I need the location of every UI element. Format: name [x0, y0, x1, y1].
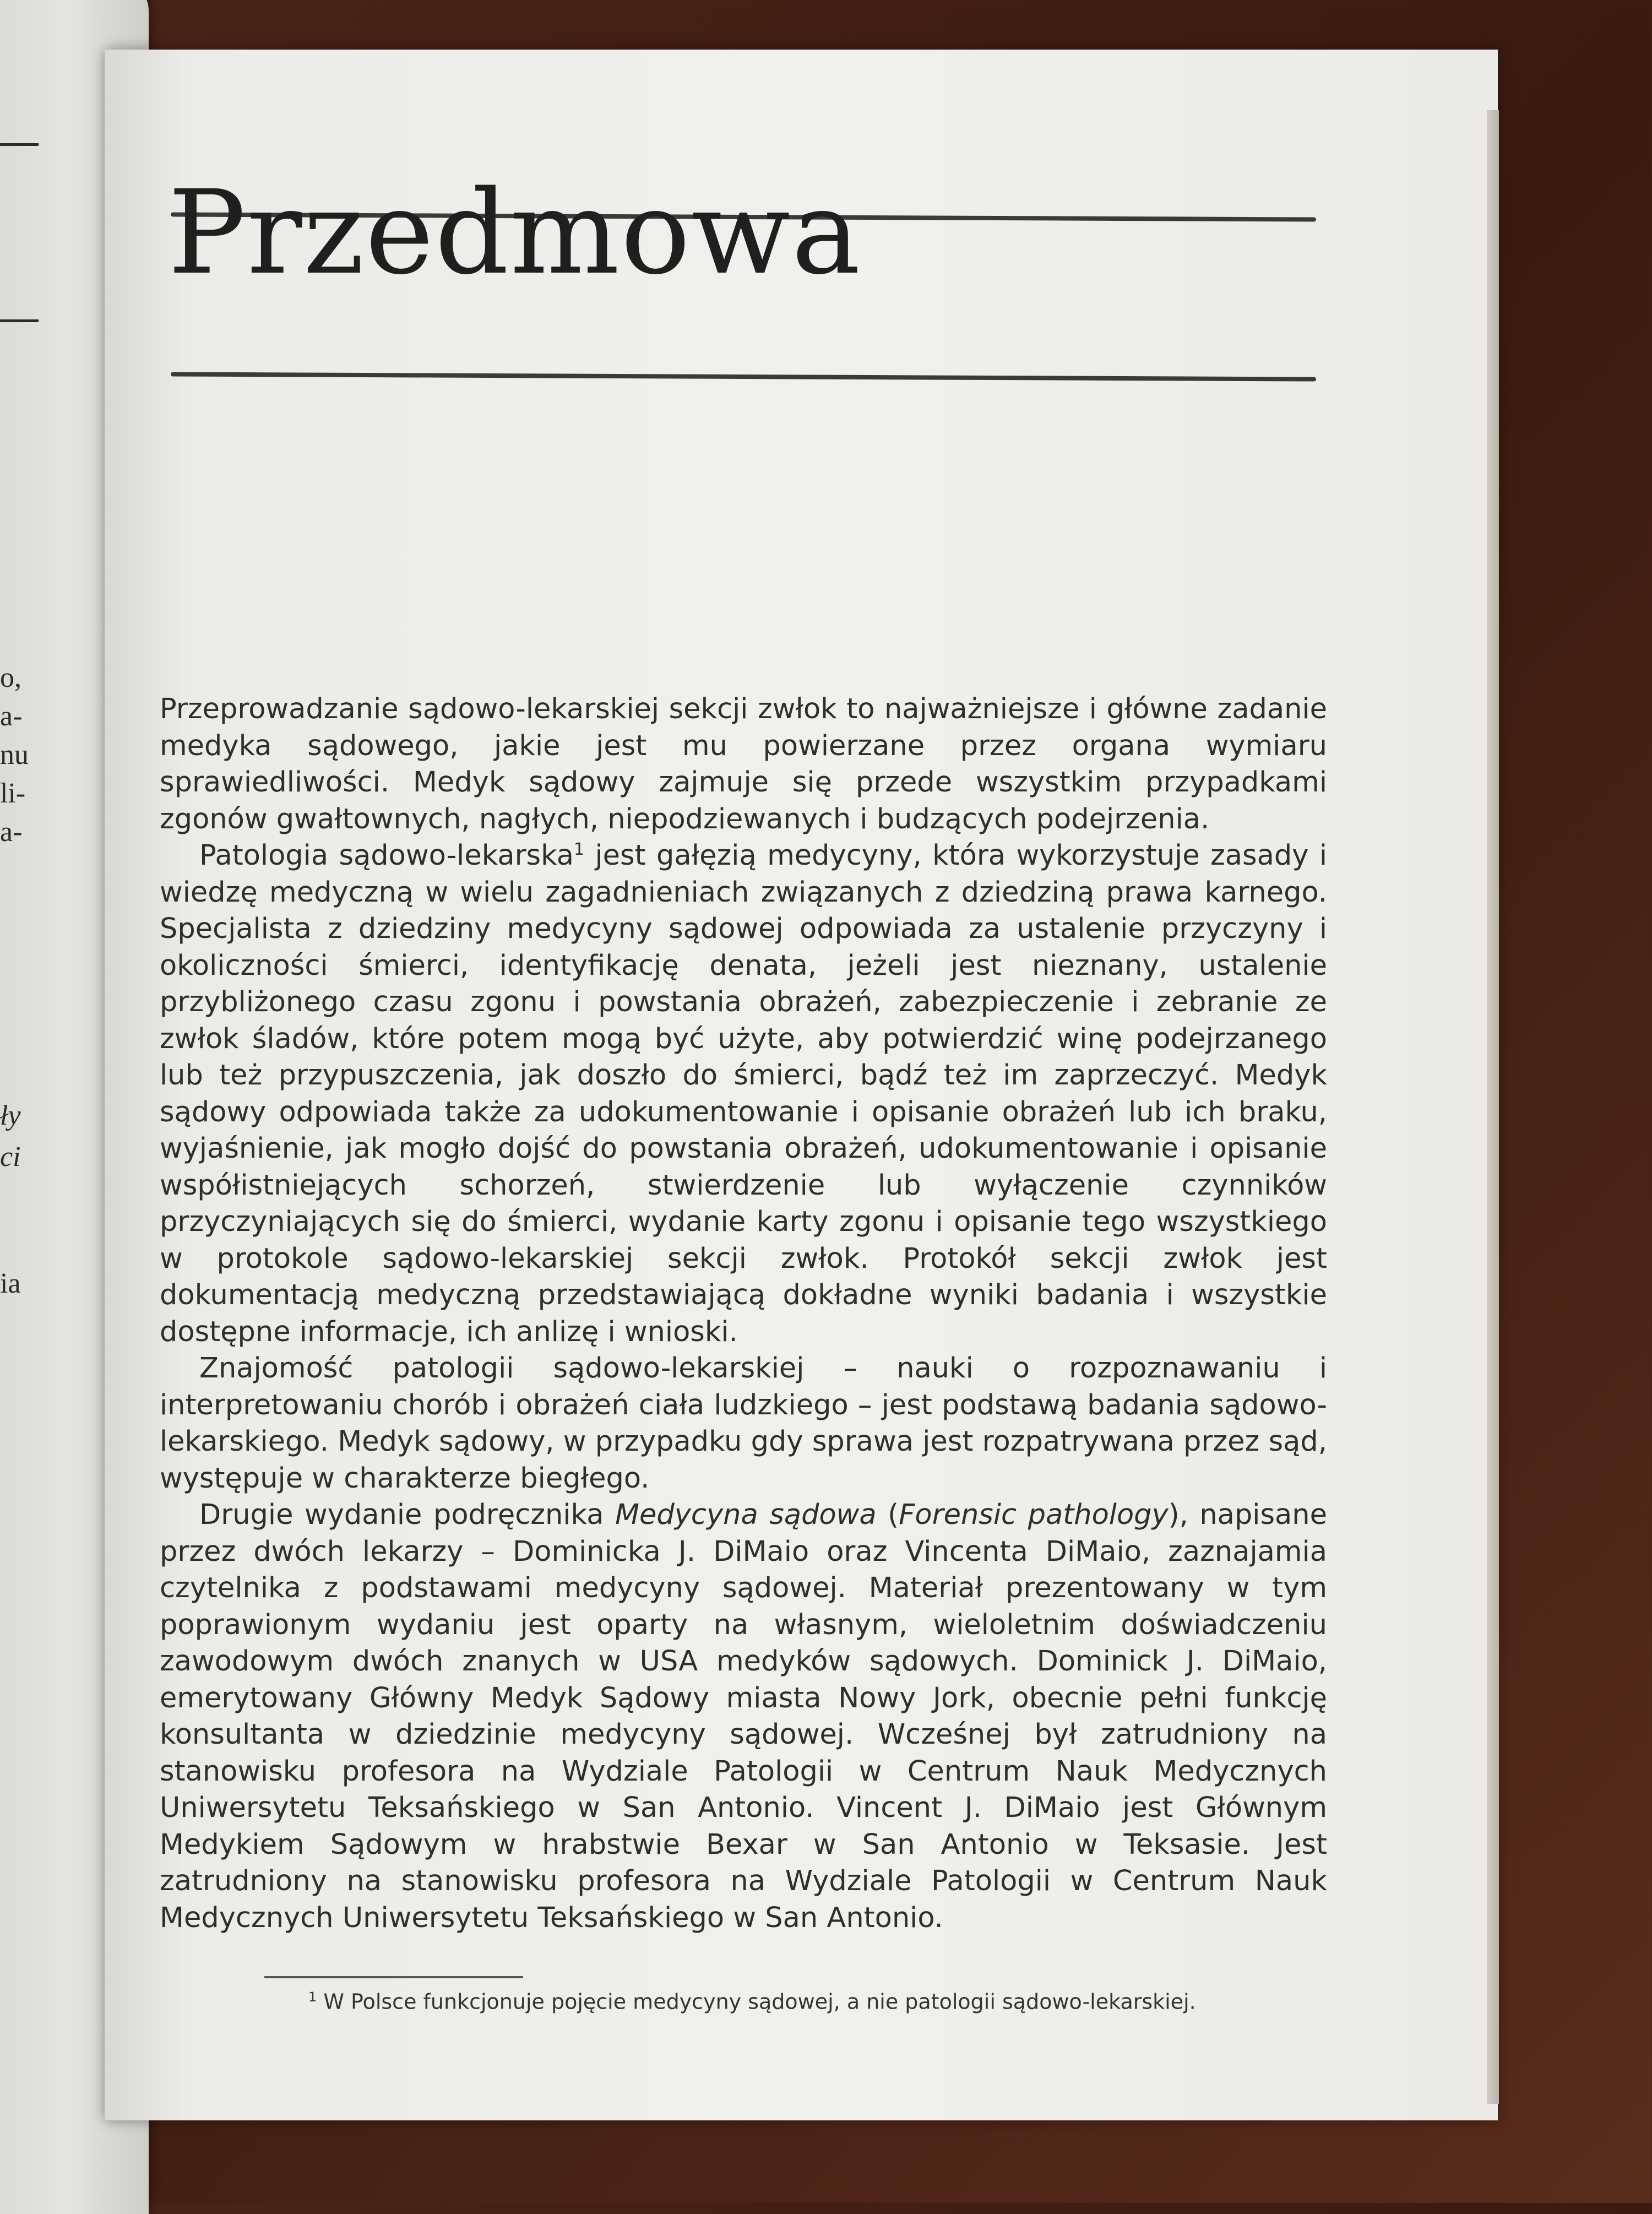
left-page-rule: [0, 319, 39, 322]
footnote-ref: 1: [574, 840, 585, 859]
left-page-fragment: a-: [0, 816, 23, 848]
italic-text: Medycyna sądowa: [615, 1499, 877, 1531]
text-run: jest gałęzią medycyny, która wykorzystuje zasady i wiedzę medyczną w wielu zagadnieniach związanych z dziedziną prawa karnego. Specjalista z dziedziny medycyny sądowej odpowiada za ustalenie przyczyny i okoliczności śmierci, identyfikację denata, jeżeli jest nieznany, ustalenie przybliżonego czasu zgonu i powstania obrażeń, zabezpieczenie i zebranie ze zwłok śladów, które potem mogą być użyte, aby potwierdzić winę podejrzanego lub też przypuszczenia, jak doszło do śmierci, bądź też im zaprzeczyć. Medyk sądowy odpowiada także za udokumentowanie i opisanie obrażeń lub ich braku, wyjaśnienie, jak mogło dojść do powstania obrażeń, udokumentowanie i opisanie współistniejących schorzeń, stwierdzenie lub wyłączenie czynników przyczyniających się do śmierci, wydanie karty zgonu i opisanie tego wszystkiego w protokole sądowo-lekarskiej sekcji zwłok. Protokół sekcji zwłok jest dokumentacją medyczną przedstawiającą dokładne wyniki badania i wszystkie dostępne informacje, ich anlizę i wnioski.: [160, 839, 1327, 1348]
footnote-text: W Polsce funkcjonuje pojęcie medycyny sądowej, a nie patologii sądowo-lekarskiej.: [317, 1989, 1196, 2014]
body-text: [160, 691, 1327, 1936]
left-page-rule: [0, 143, 39, 146]
left-page-fragment: li-: [0, 778, 26, 809]
footnote: [308, 1989, 1355, 2014]
footnote-rule: [264, 1976, 523, 1978]
left-page-fragment: ci: [0, 1141, 21, 1173]
text-run: Znajomość patologii sądowo-lekarskiej – nauki o rozpoznawaniu i interpretowaniu chorób i obrażeń ciała ludzkiego – jest podstawą badania sądowo-lekarskiego. Medyk sądowy, w przypadku gdy sprawa jest rozpatrywana przez sąd, występuje w charakterze biegłego.: [160, 1352, 1327, 1495]
left-page-fragment: o,: [0, 662, 21, 693]
text-run: ), napisane przez dwóch lekarzy – Dominicka J. DiMaio oraz Vincenta DiMaio, zaznajamia czytelnika z podstawami medycyny sądowej. Materiał prezentowany w tym poprawionym wydaniu jest oparty na własnym, wieloletnim doświadczeniu zawodowym dwóch znanych w USA medyków sądowych. Dominick J. DiMaio, emerytowany Główny Medyk Sądowy miasta Nowy Jork, obecnie pełni funkcję konsultanta w dziedzinie medycyny sądowej. Wcześnej był zatrudniony na stanowisku profesora na Wydziale Patologii w Centrum Nauk Medycznych Uniwersytetu Teksańskiego w San Antonio. Vincent J. DiMaio jest Głównym Medykiem Sądowym w hrabstwie Bexar w San Antonio w Teksasie. Jest zatrudniony na stanowisku profesora na Wydziale Patologii w Centrum Nauk Medycznych Uniwersytetu Teksańskiego w San Antonio.: [160, 1499, 1327, 1934]
text-run: Przeprowadzanie sądowo-lekarskiej sekcji zwłok to najważniejsze i główne zadanie medyka sądowego, jakie jest mu powierzane przez organa wymiaru sprawiedliwości. Medyk sądowy zajmuje się przede wszystkim przypadkami zgonów gwałtownych, nagłych, niepodziewanych i budzących podejrzenia.: [160, 693, 1327, 835]
chapter-title: Przedmowa: [168, 165, 862, 300]
left-page-fragment: ły: [0, 1100, 21, 1131]
page-edge: [1487, 110, 1499, 2104]
paragraph: [160, 1350, 1327, 1497]
left-page-fragment: nu: [0, 739, 29, 770]
paragraph: [160, 838, 1327, 1350]
paragraph: [160, 691, 1327, 838]
paragraph: [160, 1497, 1327, 1936]
text-run: Drugie wydanie podręcznika: [199, 1499, 615, 1531]
text-run: (: [876, 1499, 899, 1531]
left-page-fragment: a-: [0, 701, 23, 732]
text-run: Patologia sądowo-lekarska: [199, 839, 574, 872]
italic-text: Forensic pathology: [899, 1499, 1169, 1531]
footnote-mark: 1: [308, 1989, 317, 2005]
left-page-fragment: ia: [0, 1268, 21, 1299]
